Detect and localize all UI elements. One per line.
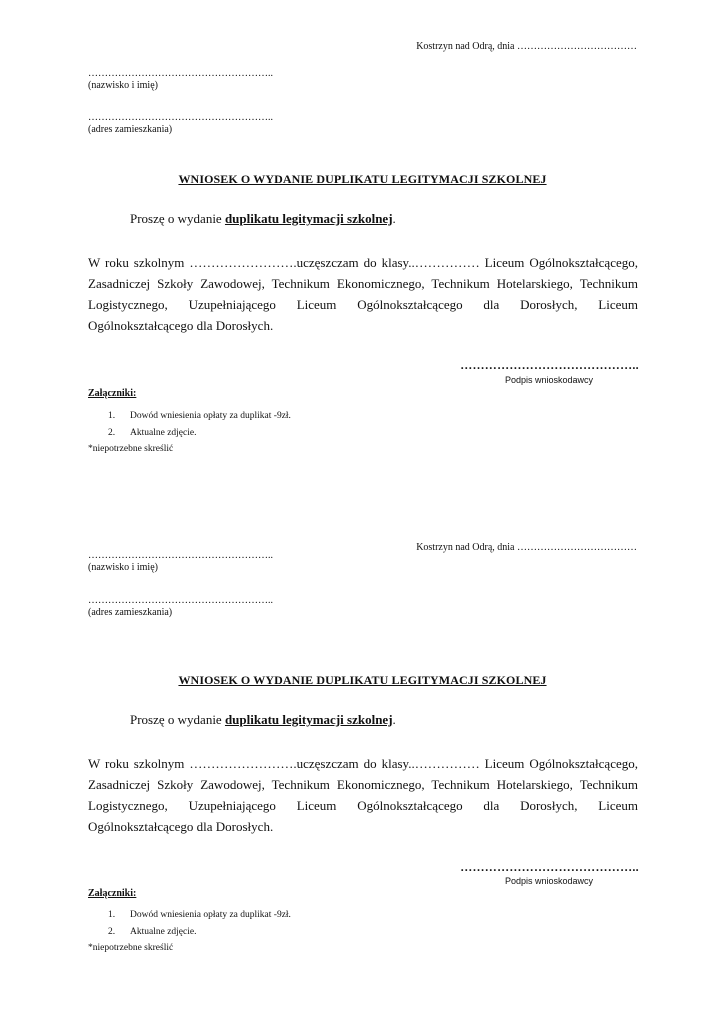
signature-dots: …………………………………….. <box>460 358 639 372</box>
signature-label: Podpis wnioskodawcy <box>505 375 594 385</box>
footnote: *niepotrzebne skreślić <box>88 444 174 454</box>
address-dots: ……………………………………………….. <box>88 595 273 606</box>
list-text: Aktualne zdjęcie. <box>130 927 197 937</box>
request-bold: duplikatu legitymacji szkolnej <box>224 211 393 226</box>
form-title: WNIOSEK O WYDANIE DUPLIKATU LEGITYMACJI SZKOLNEJ <box>178 673 547 687</box>
attachments-list <box>108 907 291 941</box>
attachments-list <box>108 408 291 442</box>
signature-label: Podpis wnioskodawcy <box>505 876 594 886</box>
list-number: 1. <box>108 411 116 421</box>
name-dots: ……………………………………………….. <box>88 550 273 561</box>
request-line <box>130 712 396 728</box>
body-paragraph: W roku szkolnym …………………….uczęszczam do klasy..…………… Liceum Ogólnokształcącego, Zasadniczej Szkoły Zawodowej, Technikum Ekonomicznego, Technikum Hotelarskiego, Technikum Logistycznego, Uzupełniającego Liceum Ogólnokształcącego dla Dorosłych, Liceum Ogólnokształcącego dla Dorosłych. <box>88 756 638 834</box>
list-number: 1. <box>108 910 116 920</box>
request-suffix: . <box>392 712 396 727</box>
list-text: Dowód wniesienia opłaty za duplikat -9zł. <box>130 910 291 920</box>
place-date-line: Kostrzyn nad Odrą, dnia ……………………………… <box>416 41 637 52</box>
request-prefix: Proszę o wydanie <box>130 712 225 727</box>
name-label: (nazwisko i imię) <box>88 562 158 573</box>
name-label: (nazwisko i imię) <box>88 80 158 91</box>
list-item <box>108 907 291 924</box>
request-prefix: Proszę o wydanie <box>130 211 225 226</box>
list-number: 2. <box>108 428 116 438</box>
signature-dots: …………………………………….. <box>460 860 639 874</box>
list-item <box>108 924 291 941</box>
footnote: *niepotrzebne skreślić <box>88 943 174 953</box>
address-dots: ……………………………………………….. <box>88 112 273 123</box>
address-label: (adres zamieszkania) <box>88 607 173 618</box>
address-label: (adres zamieszkania) <box>88 124 173 135</box>
form-title: WNIOSEK O WYDANIE DUPLIKATU LEGITYMACJI SZKOLNEJ <box>178 172 547 186</box>
body-paragraph: W roku szkolnym …………………….uczęszczam do klasy..…………… Liceum Ogólnokształcącego, Zasadniczej Szkoły Zawodowej, Technikum Ekonomicznego, Technikum Hotelarskiego, Technikum Logistycznego, Uzupełniającego Liceum Ogólnokształcącego dla Dorosłych, Liceum Ogólnokształcącego dla Dorosłych. <box>88 255 638 333</box>
list-item <box>108 408 291 425</box>
list-text: Dowód wniesienia opłaty za duplikat -9zł. <box>130 411 291 421</box>
name-dots: ……………………………………………….. <box>88 68 273 79</box>
place-date-line: Kostrzyn nad Odrą, dnia ……………………………… <box>416 542 637 553</box>
request-line <box>130 211 396 227</box>
list-number: 2. <box>108 927 116 937</box>
attachments-heading: Załączniki: <box>88 388 137 399</box>
attachments-heading: Załączniki: <box>88 888 137 899</box>
request-bold: duplikatu legitymacji szkolnej <box>224 712 393 727</box>
list-item <box>108 425 291 442</box>
request-suffix: . <box>392 211 396 226</box>
list-text: Aktualne zdjęcie. <box>130 428 197 438</box>
